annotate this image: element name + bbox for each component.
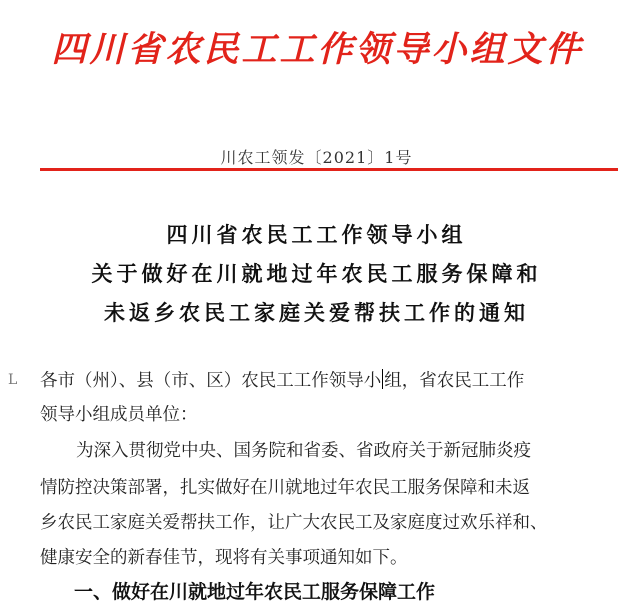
addressee-line-1[interactable]	[40, 368, 600, 394]
notice-title-line-1: 四川省农民工工作领导小组	[166, 222, 467, 247]
section-heading-1[interactable]: 一、做好在川就地过年农民工服务保障工作	[74, 581, 436, 603]
notice-title-line-3: 未返乡农民工家庭关爱帮扶工作的通知	[104, 300, 529, 325]
addressee-text-after-cursor: 组，省农民工工作	[384, 371, 525, 391]
margin-mark: L	[8, 372, 18, 388]
paragraph-line-2[interactable]: 情防控决策部署，扎实做好在川就地过年农民工服务保障和未返	[40, 478, 530, 498]
document-header-title: 四川省农民工工作领导小组文件	[51, 29, 584, 70]
notice-title-line-2: 关于做好在川就地过年农民工服务保障和	[91, 261, 542, 286]
paragraph-line-4[interactable]: 健康安全的新春佳节，现将有关事项通知如下。	[40, 548, 408, 568]
addressee-text-before-cursor: 各市（州）、县（市、区）农民工工作领导小	[40, 371, 382, 391]
addressee-line-2[interactable]: 领导小组成员单位：	[40, 405, 198, 425]
paragraph-line-3[interactable]: 乡农民工家庭关爱帮扶工作，让广大农民工及家庭度过欢乐祥和、	[40, 513, 548, 533]
red-divider-line	[40, 168, 618, 171]
paragraph-line-1[interactable]: 为深入贯彻党中央、国务院和省委、省政府关于新冠肺炎疫	[76, 441, 531, 461]
document-number: 川农工领发〔2021〕1号	[220, 148, 413, 167]
